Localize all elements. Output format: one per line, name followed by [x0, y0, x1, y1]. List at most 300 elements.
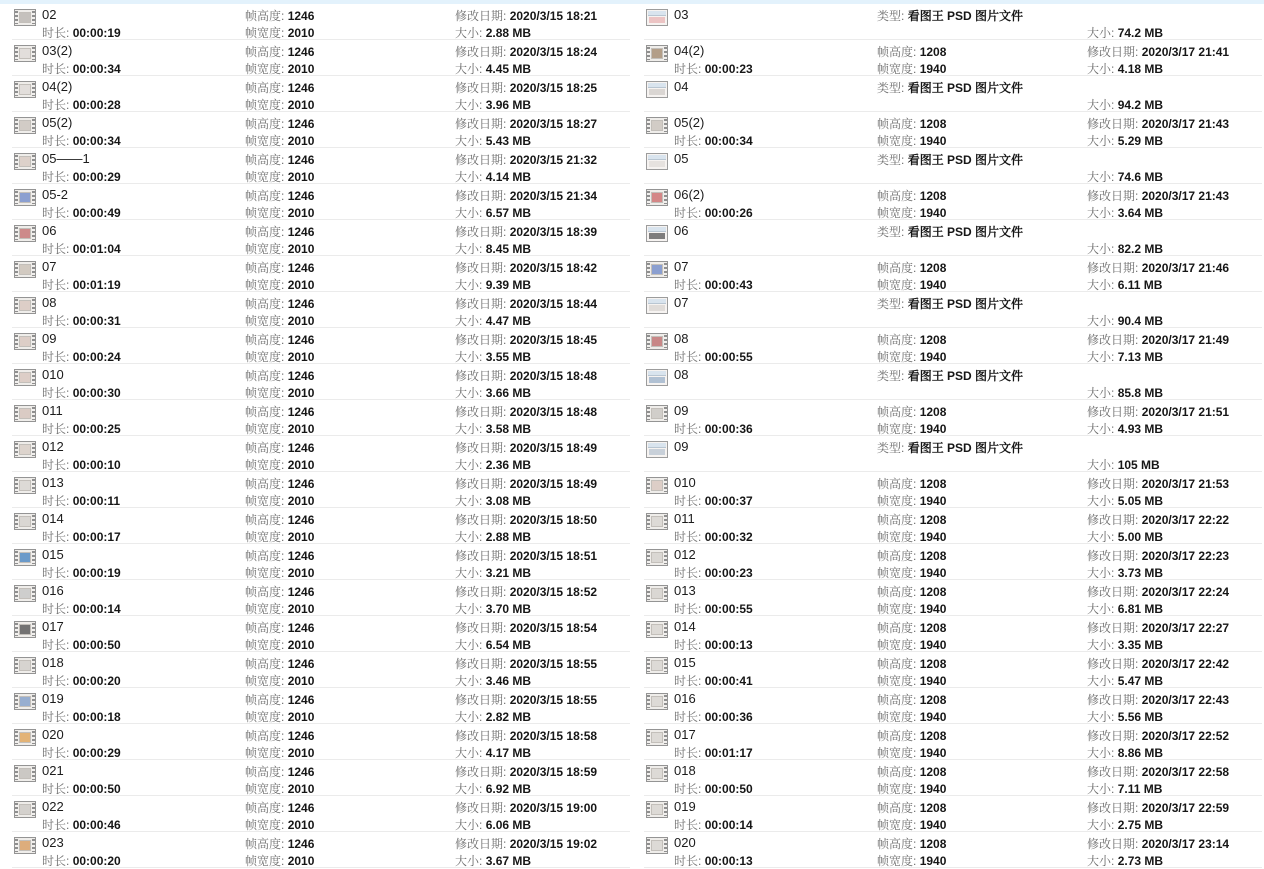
frame-width-label: 帧宽度:: [877, 782, 917, 796]
duration-property: [674, 636, 753, 653]
size-value: 2.36 MB: [485, 458, 532, 472]
mid-line1-value: 1246: [287, 549, 315, 563]
frame-width-label: 帧宽度:: [245, 602, 285, 616]
duration-label: 时长:: [674, 206, 702, 220]
duration-property: [42, 672, 121, 689]
duration-label: 时长:: [42, 386, 70, 400]
file-row[interactable]: [632, 580, 1264, 616]
file-name: 011: [42, 403, 63, 418]
file-row[interactable]: [0, 472, 632, 508]
duration-label: 时长:: [674, 494, 702, 508]
frame-width-property: [877, 60, 946, 77]
size-property: [455, 24, 531, 41]
file-row[interactable]: [0, 760, 632, 796]
mid-line1-value: 1246: [287, 117, 315, 131]
duration-label: 时长:: [674, 350, 702, 364]
size-label: 大小:: [1087, 530, 1115, 544]
modified-date-label: 修改日期:: [1087, 657, 1139, 671]
mid-line1-value: 看图王 PSD 图片文件: [907, 9, 1024, 23]
size-value: 3.58 MB: [485, 422, 532, 436]
modified-date-label: 修改日期:: [455, 405, 507, 419]
mid-line1-value: 看图王 PSD 图片文件: [907, 81, 1024, 95]
modified-date-property: [455, 367, 597, 384]
file-row[interactable]: [632, 184, 1264, 220]
file-row[interactable]: [632, 364, 1264, 400]
frame-width-property: [245, 420, 314, 437]
modified-date-label: 修改日期:: [1087, 765, 1139, 779]
duration-property: [42, 744, 121, 761]
mid-line1-label: 帧高度:: [245, 45, 285, 59]
duration-property: [42, 636, 121, 653]
size-value: 3.67 MB: [485, 854, 532, 868]
size-value: 2.75 MB: [1117, 818, 1164, 832]
modified-date-label: 修改日期:: [455, 81, 507, 95]
file-row[interactable]: [0, 220, 632, 256]
file-row[interactable]: [0, 580, 632, 616]
thumbnail-image: [19, 192, 31, 203]
file-row[interactable]: [632, 832, 1264, 868]
duration-label: 时长:: [674, 530, 702, 544]
frame-width-label: 帧宽度:: [245, 278, 285, 292]
size-property: [1087, 492, 1163, 509]
frame-width-property: [245, 780, 314, 797]
frame-height-or-type-property: [877, 619, 946, 636]
frame-height-or-type-property: [245, 619, 314, 636]
film-perforation-icon: [15, 443, 18, 456]
size-label: 大小:: [1087, 818, 1115, 832]
film-perforation-icon: [32, 767, 35, 780]
duration-value: 00:00:49: [72, 206, 121, 220]
file-name: 04(2): [42, 79, 73, 94]
duration-property: [42, 168, 121, 185]
size-property: [455, 132, 531, 149]
frame-width-label: 帧宽度:: [245, 170, 285, 184]
mid-line1-value: 1246: [287, 729, 315, 743]
mid-line1-value: 1208: [919, 45, 947, 59]
film-perforation-icon: [647, 191, 650, 204]
file-name: 06: [674, 223, 689, 238]
frame-width-label: 帧宽度:: [877, 638, 917, 652]
video-thumbnail-icon: [14, 153, 36, 170]
film-perforation-icon: [32, 695, 35, 708]
film-perforation-icon: [664, 695, 667, 708]
size-value: 85.8 MB: [1117, 386, 1164, 400]
frame-height-or-type-property: [877, 727, 946, 744]
duration-property: [674, 528, 753, 545]
frame-width-label: 帧宽度:: [877, 530, 917, 544]
mid-line1-value: 1208: [919, 117, 947, 131]
modified-date-value: 2020/3/15 18:58: [509, 729, 598, 743]
frame-width-value: 2010: [287, 710, 315, 724]
modified-date-property: [1087, 403, 1229, 420]
file-name: 07: [674, 295, 689, 310]
file-row[interactable]: [632, 256, 1264, 292]
thumbnail-image: [19, 552, 31, 563]
film-perforation-icon: [647, 407, 650, 420]
frame-height-or-type-property: [877, 43, 946, 60]
size-label: 大小:: [1087, 350, 1115, 364]
file-name: 04: [674, 79, 689, 94]
film-perforation-icon: [15, 695, 18, 708]
size-value: 3.70 MB: [485, 602, 532, 616]
duration-property: [42, 852, 121, 869]
duration-value: 00:01:19: [72, 278, 121, 292]
modified-date-label: 修改日期:: [1087, 729, 1139, 743]
file-row[interactable]: [0, 400, 632, 436]
thumbnail-image: [19, 156, 31, 167]
size-property: [455, 528, 531, 545]
frame-width-label: 帧宽度:: [245, 854, 285, 868]
size-property: [455, 636, 531, 653]
film-perforation-icon: [32, 443, 35, 456]
file-row[interactable]: [632, 112, 1264, 148]
film-perforation-icon: [664, 731, 667, 744]
mid-line1-label: 类型:: [877, 369, 905, 383]
frame-height-or-type-property: [877, 79, 1023, 96]
file-row[interactable]: [632, 544, 1264, 580]
frame-height-or-type-property: [877, 151, 1023, 168]
film-perforation-icon: [32, 551, 35, 564]
frame-height-or-type-property: [245, 79, 314, 96]
file-name: 07: [674, 259, 689, 274]
file-row[interactable]: [632, 472, 1264, 508]
frame-width-label: 帧宽度:: [245, 386, 285, 400]
video-thumbnail-icon: [646, 45, 668, 62]
frame-height-or-type-property: [877, 223, 1023, 240]
file-row[interactable]: [0, 256, 632, 292]
mid-line1-label: 帧高度:: [245, 585, 285, 599]
file-row[interactable]: [632, 796, 1264, 832]
file-row[interactable]: [0, 796, 632, 832]
video-thumbnail-icon: [14, 261, 36, 278]
mid-line1-label: 帧高度:: [877, 621, 917, 635]
duration-value: 00:00:23: [704, 566, 753, 580]
frame-height-or-type-property: [877, 115, 946, 132]
frame-height-or-type-property: [245, 763, 314, 780]
thumbnail-image: [19, 48, 31, 59]
film-perforation-icon: [32, 299, 35, 312]
file-row[interactable]: [0, 436, 632, 472]
thumbnail-image: [19, 228, 31, 239]
psd-thumbnail-icon: [646, 297, 668, 314]
duration-label: 时长:: [674, 638, 702, 652]
frame-width-property: [877, 528, 946, 545]
modified-date-property: [455, 691, 597, 708]
video-thumbnail-icon: [14, 9, 36, 26]
modified-date-property: [455, 619, 597, 636]
duration-label: 时长:: [674, 674, 702, 688]
mid-line1-label: 帧高度:: [877, 801, 917, 815]
file-row[interactable]: [0, 328, 632, 364]
film-perforation-icon: [664, 515, 667, 528]
file-list-column-left: [0, 4, 632, 868]
video-thumbnail-icon: [14, 765, 36, 782]
frame-width-label: 帧宽度:: [245, 494, 285, 508]
thumbnail-image: [19, 696, 31, 707]
mid-line1-label: 帧高度:: [877, 585, 917, 599]
mid-line1-label: 帧高度:: [877, 513, 917, 527]
duration-property: [674, 708, 753, 725]
duration-label: 时长:: [674, 278, 702, 292]
size-property: [1087, 384, 1163, 401]
file-row[interactable]: [0, 724, 632, 760]
frame-width-value: 1940: [919, 602, 947, 616]
file-row[interactable]: [632, 616, 1264, 652]
modified-date-property: [1087, 43, 1229, 60]
size-property: [455, 456, 531, 473]
duration-value: 00:00:13: [704, 638, 753, 652]
thumbnail-image: [651, 120, 663, 131]
file-row[interactable]: [0, 184, 632, 220]
film-perforation-icon: [32, 227, 35, 240]
file-row[interactable]: [632, 40, 1264, 76]
file-name: 07: [42, 259, 57, 274]
modified-date-value: 2020/3/15 18:49: [509, 441, 598, 455]
file-row[interactable]: [0, 652, 632, 688]
size-property: [1087, 672, 1163, 689]
modified-date-property: [1087, 187, 1229, 204]
size-label: 大小:: [1087, 638, 1115, 652]
film-perforation-icon: [32, 155, 35, 168]
frame-width-property: [877, 564, 946, 581]
frame-width-label: 帧宽度:: [245, 98, 285, 112]
frame-width-value: 2010: [287, 494, 315, 508]
duration-label: 时长:: [674, 62, 702, 76]
film-perforation-icon: [32, 515, 35, 528]
thumbnail-image: [651, 48, 663, 59]
frame-width-property: [245, 456, 314, 473]
film-perforation-icon: [32, 83, 35, 96]
file-row[interactable]: [632, 688, 1264, 724]
frame-width-property: [877, 420, 946, 437]
duration-value: 00:00:25: [72, 422, 121, 436]
duration-value: 00:00:29: [72, 170, 121, 184]
size-label: 大小:: [455, 782, 483, 796]
duration-value: 00:00:20: [72, 674, 121, 688]
duration-value: 00:00:50: [72, 638, 121, 652]
file-name: 08: [42, 295, 57, 310]
mid-line1-value: 1208: [919, 693, 947, 707]
frame-height-or-type-property: [877, 331, 946, 348]
file-row[interactable]: [0, 112, 632, 148]
duration-value: 00:00:36: [704, 710, 753, 724]
frame-height-or-type-property: [245, 439, 314, 456]
film-perforation-icon: [15, 515, 18, 528]
file-row[interactable]: [0, 616, 632, 652]
frame-width-label: 帧宽度:: [877, 602, 917, 616]
file-row[interactable]: [0, 364, 632, 400]
frame-height-or-type-property: [877, 403, 946, 420]
thumbnail-image: [19, 300, 31, 311]
mid-line1-label: 类型:: [877, 225, 905, 239]
film-perforation-icon: [32, 335, 35, 348]
file-name: 012: [674, 547, 696, 562]
file-row[interactable]: [632, 220, 1264, 256]
film-perforation-icon: [15, 263, 18, 276]
mid-line1-label: 帧高度:: [245, 261, 285, 275]
file-row[interactable]: [0, 544, 632, 580]
film-perforation-icon: [664, 587, 667, 600]
modified-date-value: 2020/3/15 21:32: [509, 153, 598, 167]
modified-date-property: [455, 43, 597, 60]
frame-width-value: 2010: [287, 134, 315, 148]
duration-label: 时长:: [42, 350, 70, 364]
film-perforation-icon: [15, 767, 18, 780]
video-thumbnail-icon: [14, 621, 36, 638]
size-value: 3.21 MB: [485, 566, 532, 580]
mid-line1-value: 看图王 PSD 图片文件: [907, 225, 1024, 239]
film-perforation-icon: [32, 731, 35, 744]
film-perforation-icon: [32, 47, 35, 60]
thumbnail-image: [651, 408, 663, 419]
file-row[interactable]: [632, 724, 1264, 760]
film-perforation-icon: [32, 11, 35, 24]
file-name: 08: [674, 331, 689, 346]
file-row[interactable]: [632, 400, 1264, 436]
file-row[interactable]: [632, 652, 1264, 688]
film-perforation-icon: [664, 839, 667, 852]
duration-label: 时长:: [674, 422, 702, 436]
film-perforation-icon: [647, 731, 650, 744]
modified-date-label: 修改日期:: [455, 153, 507, 167]
mid-line1-label: 帧高度:: [877, 117, 917, 131]
size-value: 6.06 MB: [485, 818, 532, 832]
file-name: 014: [42, 511, 64, 526]
film-perforation-icon: [15, 803, 18, 816]
file-name: 06(2): [674, 187, 705, 202]
frame-width-property: [245, 816, 314, 833]
size-value: 5.00 MB: [1117, 530, 1164, 544]
file-row[interactable]: [632, 508, 1264, 544]
file-row[interactable]: [0, 40, 632, 76]
video-thumbnail-icon: [14, 837, 36, 854]
modified-date-label: 修改日期:: [1087, 477, 1139, 491]
size-value: 74.6 MB: [1117, 170, 1164, 184]
file-row[interactable]: [0, 76, 632, 112]
film-perforation-icon: [15, 839, 18, 852]
modified-date-label: 修改日期:: [455, 261, 507, 275]
modified-date-label: 修改日期:: [455, 765, 507, 779]
thumbnail-image: [651, 264, 663, 275]
file-row[interactable]: [632, 4, 1264, 40]
file-row[interactable]: [0, 508, 632, 544]
file-row[interactable]: [632, 328, 1264, 364]
size-value: 3.66 MB: [485, 386, 532, 400]
thumbnail-image: [651, 624, 663, 635]
size-property: [1087, 96, 1163, 113]
frame-width-property: [877, 780, 946, 797]
mid-line1-label: 帧高度:: [245, 657, 285, 671]
mid-line1-value: 1208: [919, 657, 947, 671]
file-row[interactable]: [0, 148, 632, 184]
modified-date-property: [455, 583, 597, 600]
modified-date-property: [1087, 835, 1229, 852]
modified-date-label: 修改日期:: [455, 513, 507, 527]
modified-date-property: [455, 331, 597, 348]
frame-width-label: 帧宽度:: [877, 746, 917, 760]
film-perforation-icon: [664, 407, 667, 420]
mid-line1-value: 1208: [919, 621, 947, 635]
file-row[interactable]: [632, 436, 1264, 472]
thumbnail-image: [19, 660, 31, 671]
duration-value: 00:00:11: [72, 494, 121, 508]
frame-width-value: 1940: [919, 566, 947, 580]
modified-date-value: 2020/3/17 22:52: [1141, 729, 1230, 743]
duration-property: [42, 384, 121, 401]
duration-value: 00:00:26: [704, 206, 753, 220]
frame-height-or-type-property: [877, 835, 946, 852]
film-perforation-icon: [664, 803, 667, 816]
modified-date-value: 2020/3/15 19:02: [509, 837, 598, 851]
film-perforation-icon: [647, 47, 650, 60]
size-label: 大小:: [455, 242, 483, 256]
thumbnail-image: [19, 336, 31, 347]
modified-date-value: 2020/3/17 21:41: [1141, 45, 1230, 59]
modified-date-property: [1087, 619, 1229, 636]
file-row[interactable]: [632, 76, 1264, 112]
size-label: 大小:: [455, 602, 483, 616]
file-row[interactable]: [0, 688, 632, 724]
file-name: 018: [674, 763, 696, 778]
psd-thumbnail-icon: [646, 9, 668, 26]
frame-width-property: [245, 708, 314, 725]
frame-height-or-type-property: [877, 475, 946, 492]
psd-window-titlebar: [648, 227, 666, 232]
file-name: 05(2): [42, 115, 73, 130]
frame-width-value: 2010: [287, 278, 315, 292]
file-name: 014: [674, 619, 696, 634]
thumbnail-image: [649, 17, 665, 23]
film-perforation-icon: [32, 479, 35, 492]
file-row[interactable]: [0, 292, 632, 328]
film-perforation-icon: [647, 623, 650, 636]
modified-date-value: 2020/3/17 22:58: [1141, 765, 1230, 779]
modified-date-label: 修改日期:: [455, 585, 507, 599]
duration-value: 00:00:36: [704, 422, 753, 436]
duration-property: [42, 528, 121, 545]
file-row[interactable]: [632, 148, 1264, 184]
file-row[interactable]: [632, 760, 1264, 796]
size-value: 5.43 MB: [485, 134, 532, 148]
film-perforation-icon: [647, 767, 650, 780]
video-thumbnail-icon: [14, 369, 36, 386]
file-row[interactable]: [0, 832, 632, 868]
modified-date-value: 2020/3/17 21:53: [1141, 477, 1230, 491]
mid-line1-value: 1246: [287, 837, 315, 851]
film-perforation-icon: [32, 659, 35, 672]
film-perforation-icon: [664, 623, 667, 636]
thumbnail-image: [651, 696, 663, 707]
file-name: 016: [674, 691, 696, 706]
size-value: 3.73 MB: [1117, 566, 1164, 580]
size-label: 大小:: [455, 530, 483, 544]
size-value: 4.14 MB: [485, 170, 532, 184]
thumbnail-image: [649, 161, 665, 167]
thumbnail-image: [19, 804, 31, 815]
video-thumbnail-icon: [14, 657, 36, 674]
duration-property: [42, 60, 121, 77]
modified-date-label: 修改日期:: [1087, 513, 1139, 527]
file-row[interactable]: [632, 292, 1264, 328]
psd-thumbnail-icon: [646, 225, 668, 242]
file-row[interactable]: [0, 4, 632, 40]
modified-date-label: 修改日期:: [455, 117, 507, 131]
psd-thumbnail-icon: [646, 81, 668, 98]
modified-date-property: [455, 511, 597, 528]
mid-line1-value: 1246: [287, 765, 315, 779]
modified-date-property: [455, 7, 597, 24]
frame-height-or-type-property: [877, 547, 946, 564]
